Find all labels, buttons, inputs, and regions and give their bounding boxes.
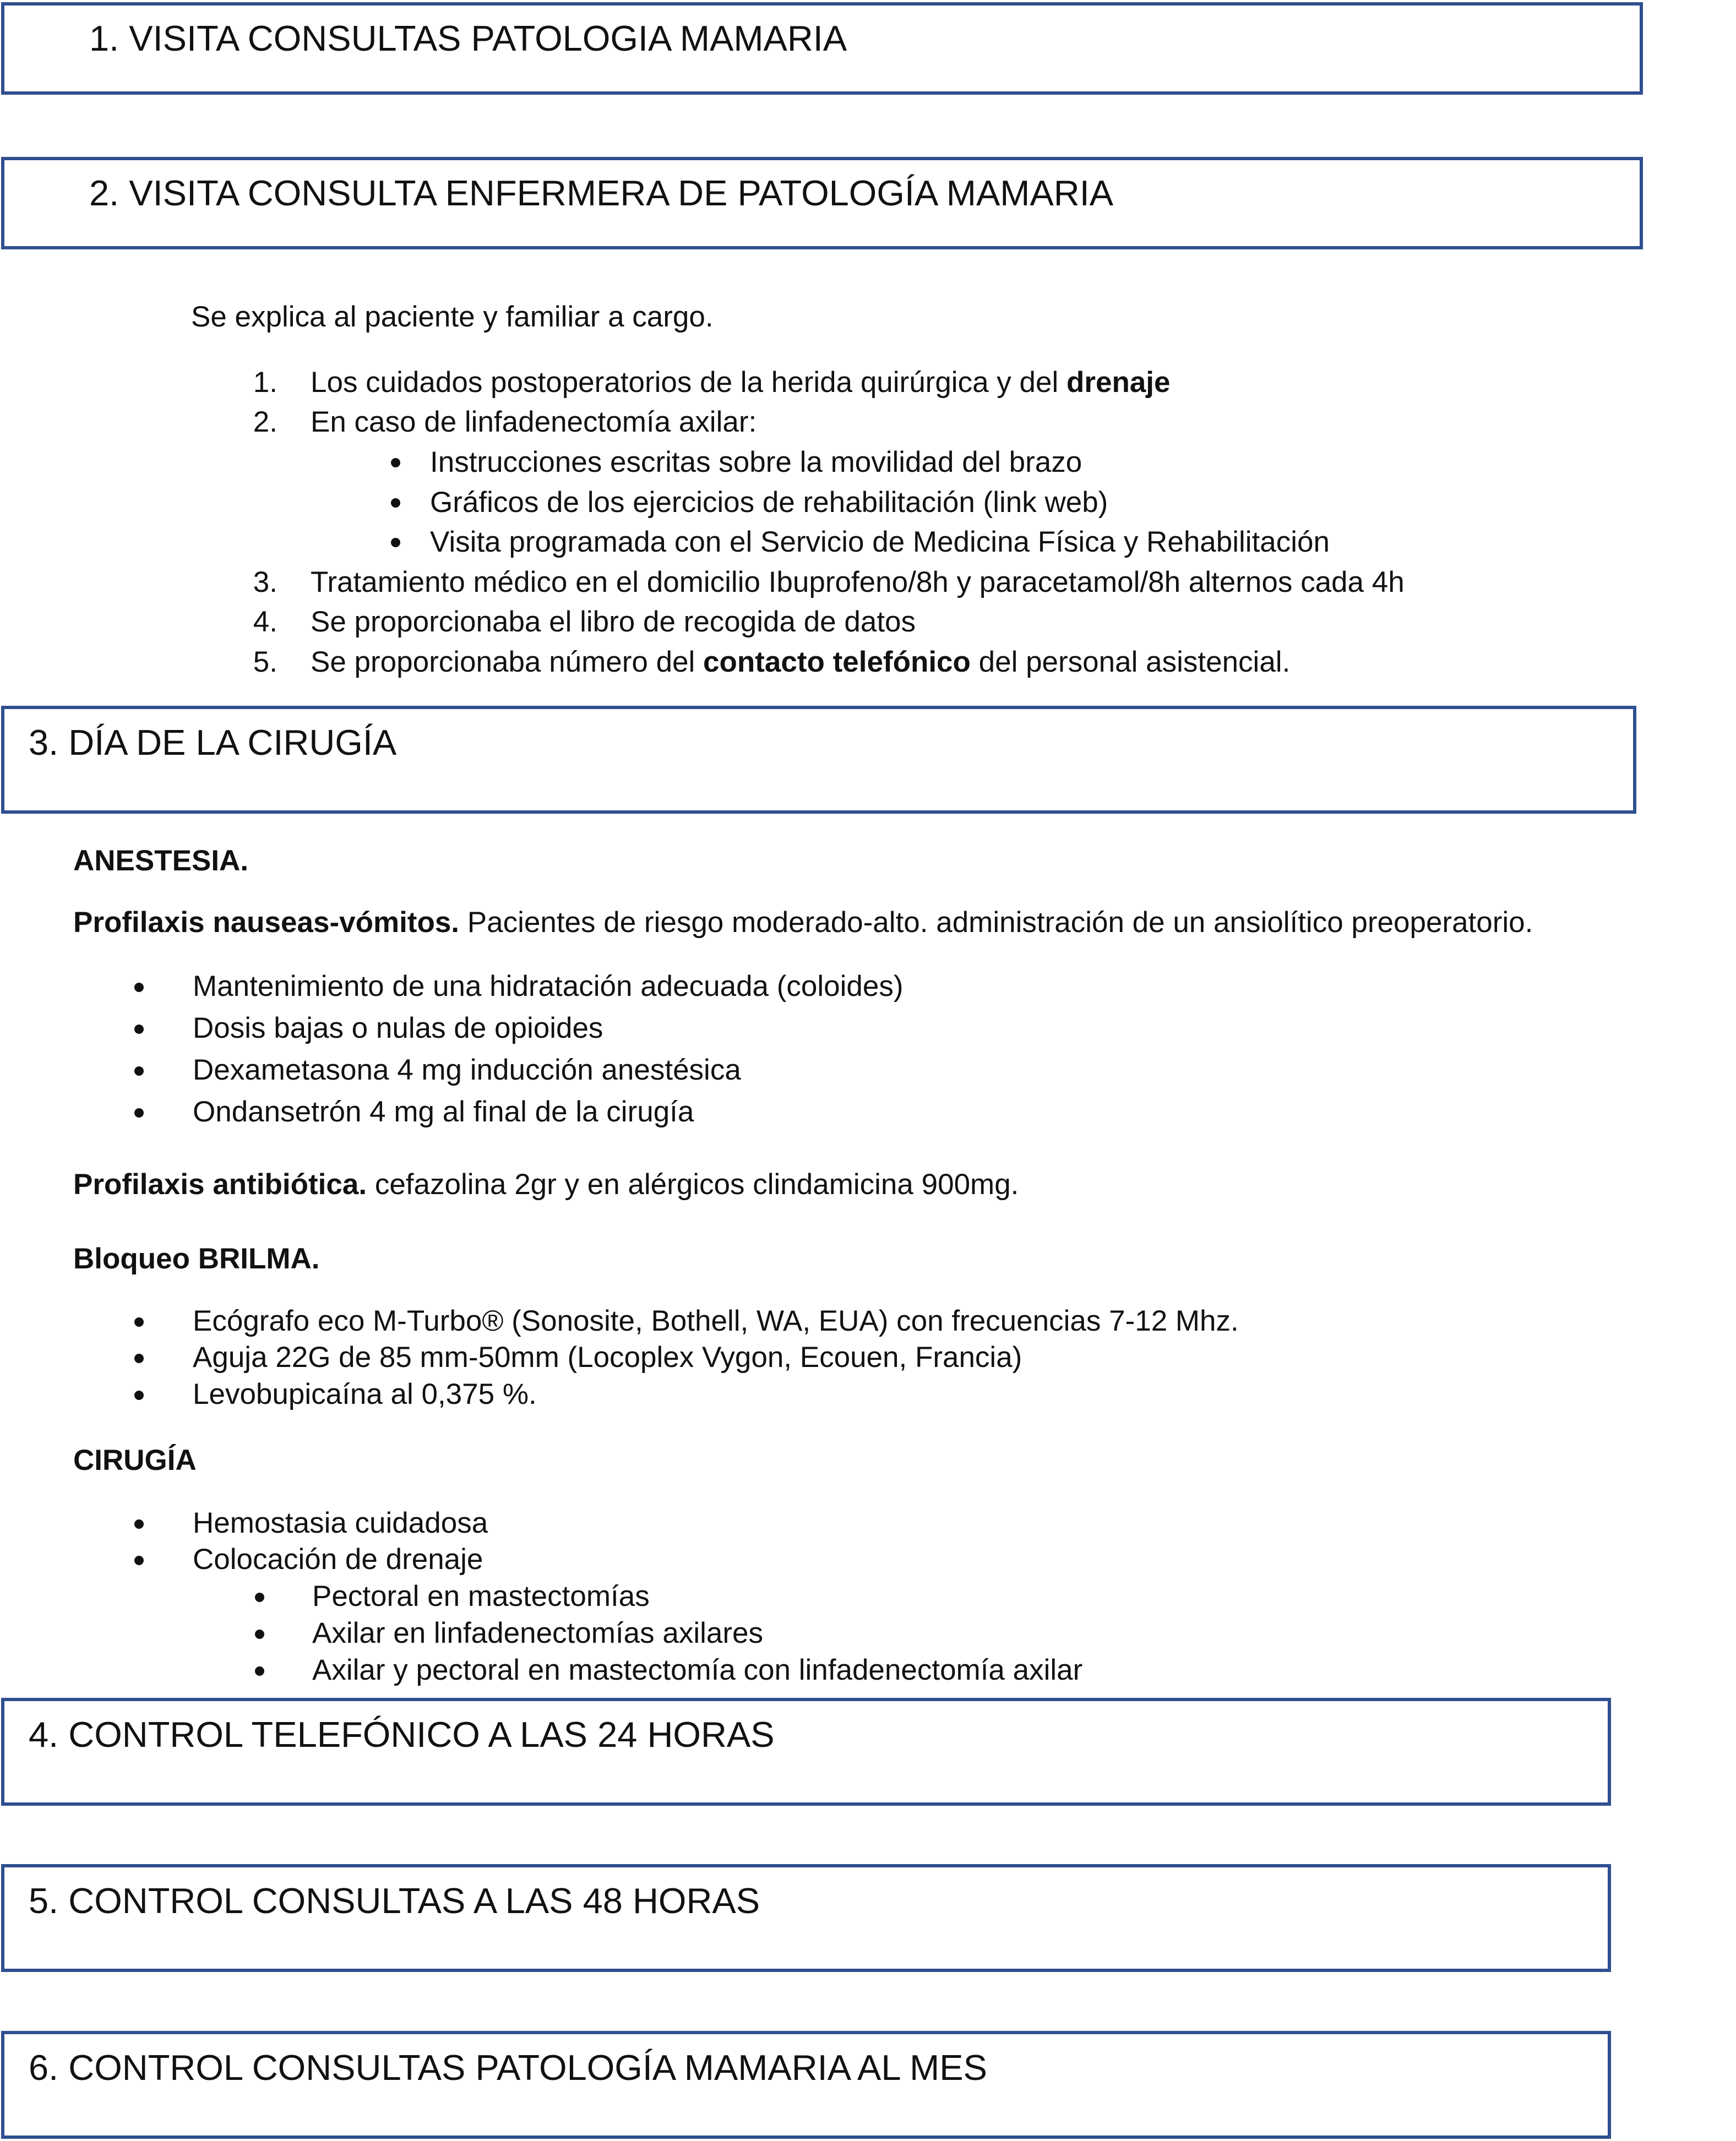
axillary-subitem-1: Instrucciones escritas sobre la movilidad del brazo: [430, 446, 1082, 478]
nursing-item-5-text: Se proporcionaba número del: [311, 646, 704, 678]
drain-subitem-2: Axilar en linfadenectomías axilares: [312, 1617, 763, 1649]
bullet-icon: [134, 1354, 144, 1363]
nursing-item-5-after: del personal asistencial.: [970, 646, 1291, 678]
drain-subitem-1: Pectoral en mastectomías: [312, 1580, 650, 1612]
axillary-subitem-2: Gráficos de los ejercicios de rehabilitación (link web): [430, 486, 1108, 519]
section-6-title: 6. CONTROL CONSULTAS PATOLOGÍA MAMARIA AL MES: [29, 2047, 987, 2088]
bullet-icon: [134, 1519, 144, 1529]
section-5-box: [1, 1864, 1611, 1972]
section-3-title: 3. DÍA DE LA CIRUGÍA: [29, 722, 397, 762]
nursing-item-2-text: En caso de linfadenectomía axilar:: [311, 406, 757, 438]
section-6-box: [1, 2031, 1611, 2139]
section-3-box: [1, 706, 1636, 814]
ponv-item-4: Ondansetrón 4 mg al final de la cirugía: [193, 1096, 694, 1128]
ponv-paragraph: [73, 908, 1533, 937]
bullet-icon: [134, 1556, 144, 1565]
bullet-icon: [134, 1108, 144, 1118]
block-heading: Bloqueo BRILMA.: [73, 1243, 320, 1275]
surgery-item-2: Colocación de drenaje: [193, 1543, 483, 1576]
antibiotic-text: cefazolina 2gr y en alérgicos clindamicina 900mg.: [367, 1168, 1019, 1201]
section-4-title: 4. CONTROL TELEFÓNICO A LAS 24 HORAS: [29, 1714, 775, 1755]
bullet-icon: [134, 1025, 144, 1034]
nursing-item-1-bold: drenaje: [1066, 366, 1171, 399]
bullet-icon: [391, 498, 400, 508]
bullet-icon: [134, 983, 144, 992]
nursing-item-5-bold: contacto telefónico: [703, 646, 971, 678]
axillary-subitem-3: Visita programada con el Servicio de Medicina Física y Rehabilitación: [430, 526, 1330, 558]
nursing-item-3-text: Tratamiento médico en el domicilio Ibuprofeno/8h y paracetamol/8h alternos cada 4h: [311, 566, 1405, 598]
section-4-box: [1, 1698, 1611, 1806]
nursing-item-5-number: 5.: [253, 646, 277, 678]
nursing-item-1: [311, 368, 1171, 397]
section-1-box: [1, 2, 1643, 95]
section-5-title: 5. CONTROL CONSULTAS A LAS 48 HORAS: [29, 1881, 760, 1921]
bullet-icon: [255, 1630, 264, 1639]
ponv-item-3: Dexametasona 4 mg inducción anestésica: [193, 1054, 741, 1086]
block-item-1: Ecógrafo eco M-Turbo® (Sonosite, Bothell, WA, EUA) con frecuencias 7-12 Mhz.: [193, 1305, 1239, 1337]
nursing-item-3-number: 3.: [253, 566, 277, 598]
nursing-item-2-number: 2.: [253, 406, 277, 438]
block-item-2: Aguja 22G de 85 mm-50mm (Locoplex Vygon, Ecouen, Francia): [193, 1341, 1022, 1374]
block-item-3: Levobupicaína al 0,375 %.: [193, 1378, 537, 1410]
bullet-icon: [134, 1391, 144, 1400]
nursing-intro: Se explica al paciente y familiar a cargo.: [191, 301, 714, 333]
surgery-item-1: Hemostasia cuidadosa: [193, 1507, 488, 1539]
anesthesia-heading: ANESTESIA.: [73, 845, 249, 877]
antibiotic-paragraph: [73, 1170, 1019, 1199]
nursing-item-4-text: Se proporcionaba el libro de recogida de datos: [311, 606, 916, 638]
section-2-title: 2. VISITA CONSULTA ENFERMERA DE PATOLOGÍA MAMARIA: [89, 173, 1114, 213]
bullet-icon: [391, 458, 400, 467]
ponv-item-1: Mantenimiento de una hidratación adecuada (coloides): [193, 970, 904, 1003]
bullet-icon: [134, 1066, 144, 1076]
bullet-icon: [255, 1666, 264, 1676]
nursing-item-5: [311, 647, 1290, 677]
antibiotic-label: Profilaxis antibiótica.: [73, 1168, 367, 1201]
bullet-icon: [255, 1593, 264, 1602]
nursing-item-1-text: Los cuidados postoperatorios de la herida quirúrgica y del: [311, 366, 1066, 399]
surgery-heading: CIRUGÍA: [73, 1444, 197, 1477]
drain-subitem-3: Axilar y pectoral en mastectomía con linfadenectomía axilar: [312, 1654, 1083, 1686]
ponv-item-2: Dosis bajas o nulas de opioides: [193, 1012, 603, 1044]
nursing-item-1-number: 1.: [253, 366, 277, 399]
section-2-box: [1, 157, 1643, 249]
ponv-text: Pacientes de riesgo moderado-alto. administración de un ansiolítico preoperatorio.: [459, 906, 1533, 939]
ponv-label: Profilaxis nauseas-vómitos.: [73, 906, 460, 939]
section-1-title: 1. VISITA CONSULTAS PATOLOGIA MAMARIA: [89, 18, 847, 58]
nursing-item-4-number: 4.: [253, 606, 277, 638]
bullet-icon: [391, 538, 400, 547]
bullet-icon: [134, 1317, 144, 1327]
